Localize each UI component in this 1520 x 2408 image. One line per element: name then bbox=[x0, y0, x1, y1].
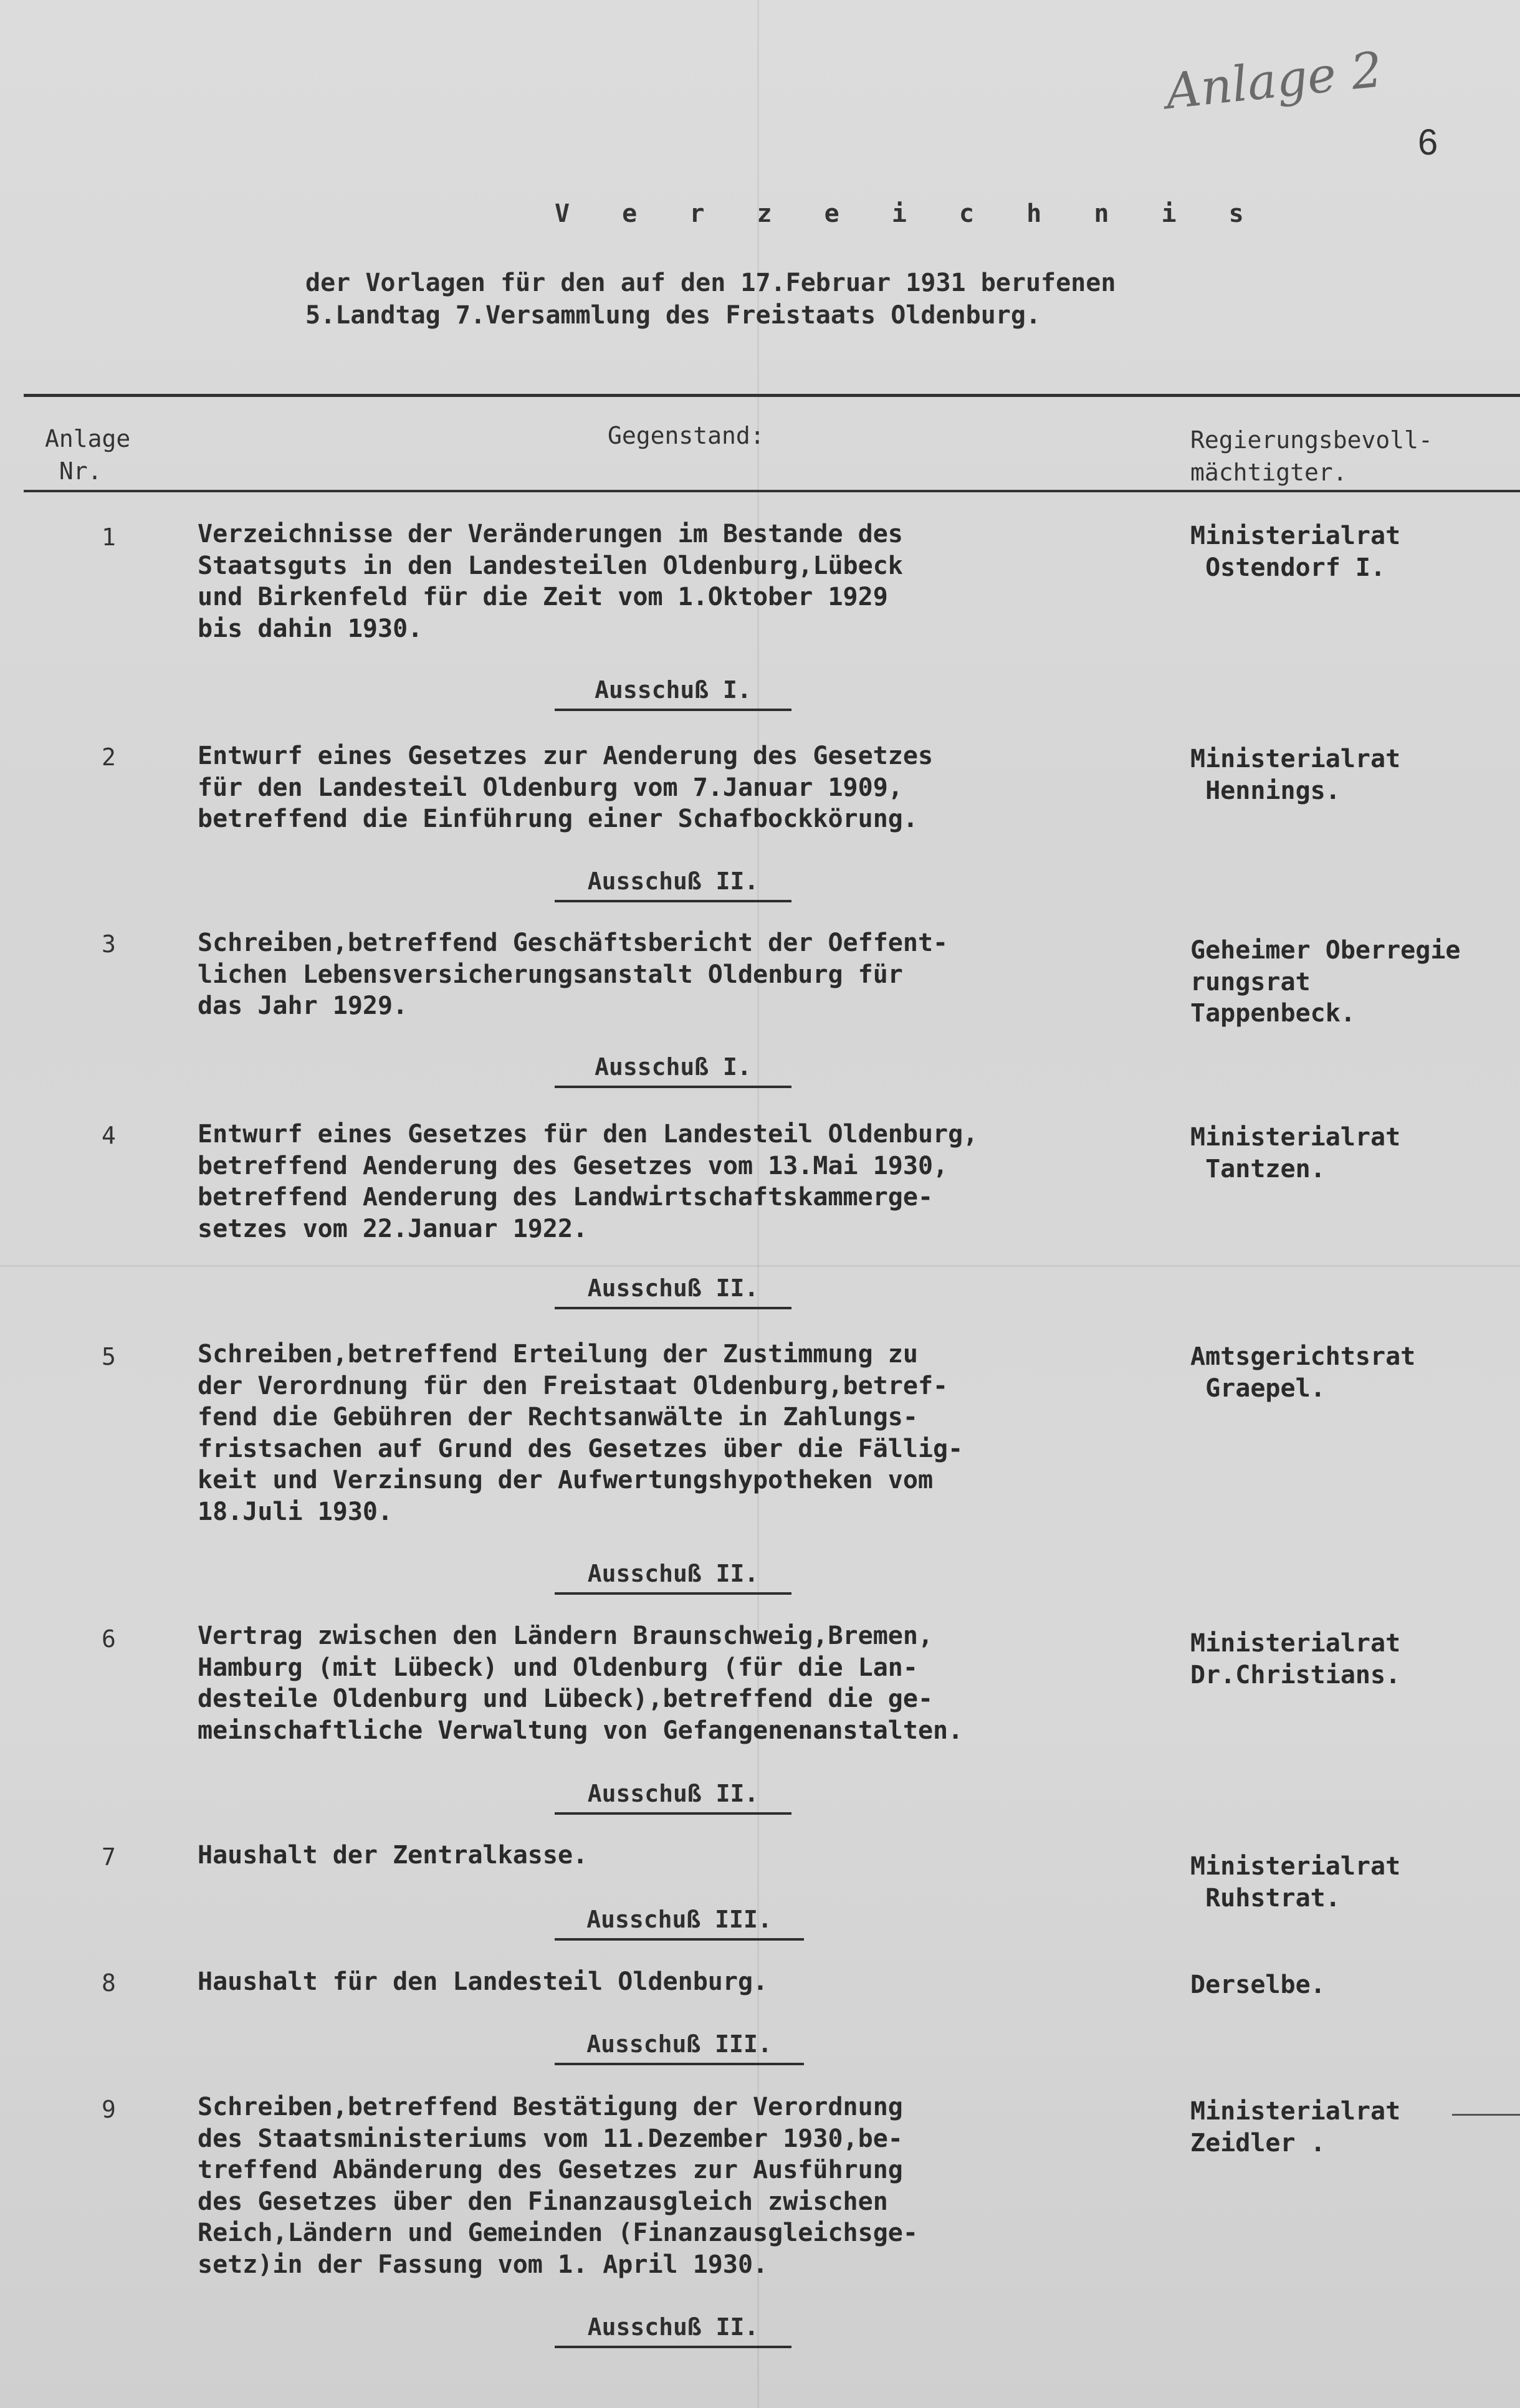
entry-number: 4 bbox=[102, 1122, 116, 1149]
entry-subject: Schreiben,betreffend Bestätigung der Verordnung des Staatsministeriums vom 11.Dezember 1930,be- treffend Abänderung des Gesetzes zur Ausführung des Gesetzes über den Finanzausgleich zwischen Reich,Ländern und Gemeinden (Finanzausgleichsge- setz)in der Fassung vom 1. April 1930. bbox=[198, 2093, 918, 2279]
entry-committee: Ausschuß II. bbox=[587, 1274, 759, 1302]
entry-number: 3 bbox=[102, 930, 116, 958]
entry-committee: Ausschuß I. bbox=[595, 1053, 752, 1081]
entry-subject: Verzeichnisse der Veränderungen im Bestande des Staatsguts in den Landesteilen Oldenburg,Lübeck und Birkenfeld für die Zeit vom 1.Oktober 1929 bis dahin 1930. bbox=[198, 520, 903, 643]
entry-number: 8 bbox=[102, 1969, 116, 1997]
committee-underline bbox=[555, 900, 791, 902]
entry-committee: Ausschuß II. bbox=[587, 867, 759, 895]
entry-official: Ministerialrat Hennings. bbox=[1190, 745, 1401, 805]
entry-subject: Haushalt der Zentralkasse. bbox=[198, 1841, 588, 1870]
paper-crease bbox=[0, 1265, 1520, 1267]
entry-committee: Ausschuß II. bbox=[587, 2313, 759, 2341]
entry-committee: Ausschuß I. bbox=[595, 676, 752, 704]
entry-official: Geheimer Oberregie rungsrat Tappenbeck. bbox=[1190, 936, 1461, 1028]
header-top-rule bbox=[24, 394, 1520, 397]
header-regierungsbevollmaechtigter: Regierungsbevoll- mächtigter. bbox=[1190, 426, 1433, 486]
page-number: 6 bbox=[1418, 122, 1438, 163]
committee-underline bbox=[555, 2346, 791, 2348]
entry-official: Ministerialrat Tantzen. bbox=[1190, 1123, 1401, 1183]
entry-subject: Schreiben,betreffend Geschäftsbericht der Oeffent- lichen Lebensversicherungsanstalt Oldenburg für das Jahr 1929. bbox=[198, 929, 949, 1020]
subtitle-line-1: der Vorlagen für den auf den 17.Februar 1931 berufenen bbox=[305, 269, 1116, 297]
entry-official: Ministerialrat Ruhstrat. bbox=[1190, 1852, 1401, 1913]
entry-official: Derselbe. bbox=[1190, 1971, 1326, 1999]
entry-subject: Haushalt für den Landesteil Oldenburg. bbox=[198, 1967, 768, 1996]
committee-underline bbox=[555, 1938, 804, 1941]
committee-underline bbox=[555, 1086, 791, 1088]
entry-number: 7 bbox=[102, 1843, 116, 1871]
entry-official: Ministerialrat Dr.Christians. bbox=[1190, 1629, 1401, 1689]
entry-subject: Entwurf eines Gesetzes für den Landesteil Oldenburg, betreffend Aenderung des Gesetzes vom 13.Mai 1930, betreffend Aenderung des Landwirtschaftskammerge- setzes vom 22.Januar 1922. bbox=[198, 1120, 978, 1243]
committee-underline bbox=[555, 1812, 791, 1815]
document-title: V e r z e i c h n i s bbox=[555, 199, 1263, 228]
handwritten-note: Anlage 2 bbox=[1163, 42, 1385, 120]
entry-number: 5 bbox=[102, 1343, 116, 1370]
entry-number: 6 bbox=[102, 1625, 116, 1653]
entry-number: 9 bbox=[102, 2096, 116, 2123]
entry-subject: Vertrag zwischen den Ländern Braunschweig,Bremen, Hamburg (mit Lübeck) und Oldenburg (für die Lan- desteile Oldenburg und Lübeck),betreffend die ge- meinschaftliche Verwaltung von Gefangenenanstalten. bbox=[198, 1622, 963, 1745]
subtitle-line-2: 5.Landtag 7.Versammlung des Freistaats Oldenburg. bbox=[305, 301, 1041, 330]
committee-underline bbox=[555, 1592, 791, 1595]
entry-committee: Ausschuß III. bbox=[586, 1906, 772, 1933]
committee-underline bbox=[555, 1307, 791, 1309]
entry-subject: Entwurf eines Gesetzes zur Aenderung des Gesetzes für den Landesteil Oldenburg vom 7.Januar 1909, betreffend die Einführung einer Schafbockkörung. bbox=[198, 742, 934, 833]
entry-committee: Ausschuß II. bbox=[587, 1560, 759, 1587]
header-gegenstand: Gegenstand: bbox=[608, 422, 765, 449]
entry-number: 2 bbox=[102, 743, 116, 771]
entry-number: 1 bbox=[102, 523, 116, 551]
entry-subject: Schreiben,betreffend Erteilung der Zustimmung zu der Verordnung für den Freistaat Oldenburg,betref- fend die Gebühren der Rechtsanwälte in Zahlungs- fristsachen auf Grund des Gesetzes über die Fällig- keit und Verzinsung der Aufwertungshypotheken vom 18.Juli 1930. bbox=[198, 1340, 963, 1526]
header-bottom-rule bbox=[24, 490, 1520, 492]
entry-official: Amtsgerichtsrat Graepel. bbox=[1190, 1342, 1416, 1403]
header-anlage-nr: Anlage Nr. bbox=[45, 425, 131, 485]
entry-committee: Ausschuß II. bbox=[587, 1780, 759, 1807]
entry-committee: Ausschuß III. bbox=[586, 2030, 772, 2058]
pen-mark bbox=[1452, 2114, 1520, 2116]
committee-underline bbox=[555, 709, 791, 711]
entry-official: Ministerialrat Ostendorf I. bbox=[1190, 522, 1401, 582]
committee-underline bbox=[555, 2063, 804, 2065]
entry-official: Ministerialrat Zeidler . bbox=[1190, 2097, 1401, 2157]
